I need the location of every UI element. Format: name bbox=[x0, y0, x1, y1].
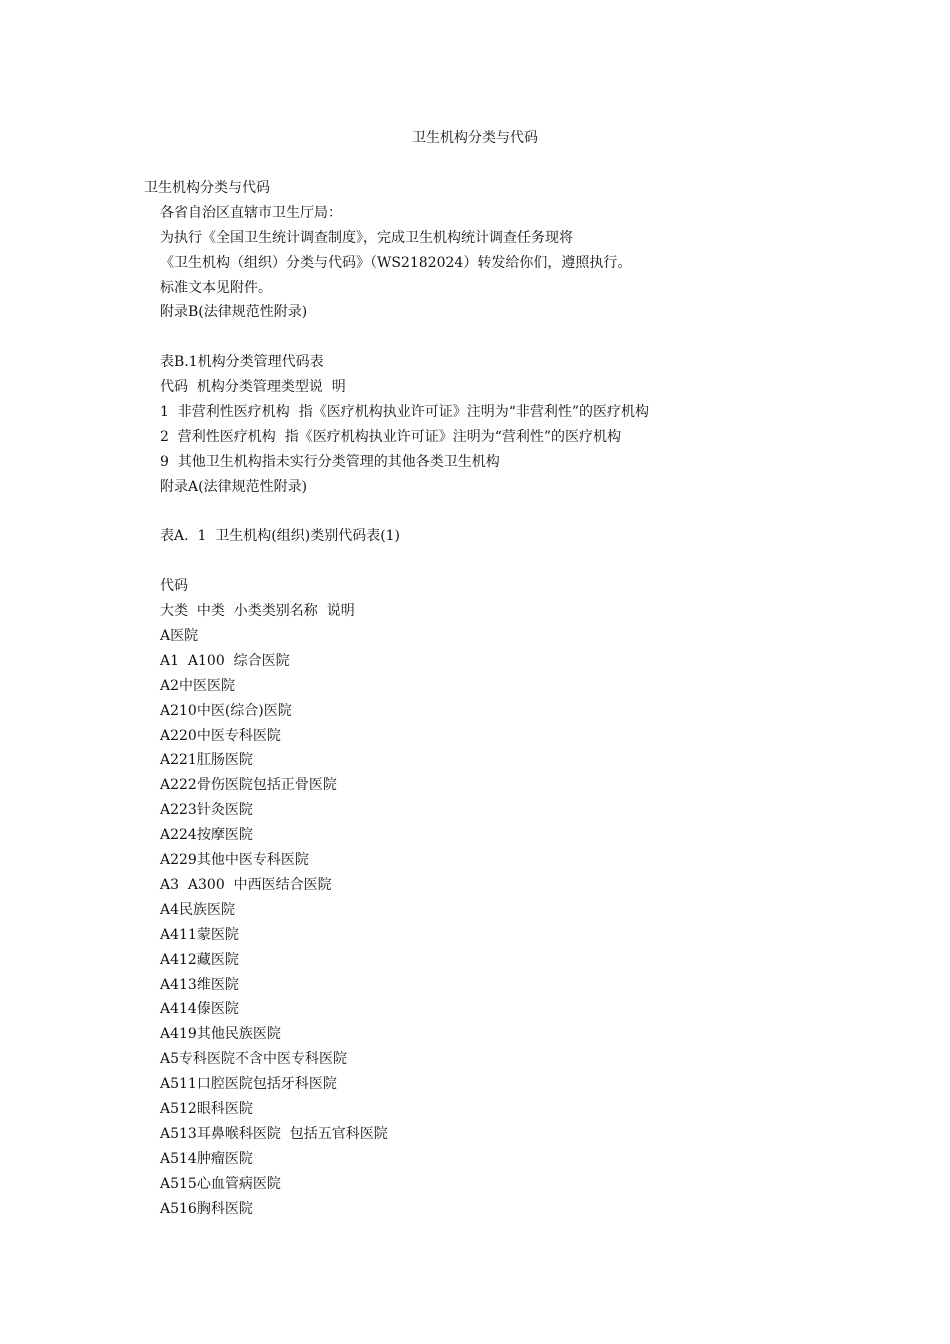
table-a1-row: A515心血管病医院 bbox=[160, 1175, 281, 1192]
table-b1-row: 1 非营利性医疗机构 指《医疗机构执业许可证》注明为“非营利性”的医疗机构 bbox=[160, 404, 650, 421]
table-a1-row: A514肿瘤医院 bbox=[160, 1150, 253, 1167]
spacer bbox=[144, 549, 844, 574]
table-a1-row: A222骨伤医院包括正骨医院 bbox=[160, 777, 337, 794]
appendix-a-title: 附录A(法律规范性附录) bbox=[160, 478, 308, 495]
spacer bbox=[144, 325, 844, 350]
table-a1-row: A医院 bbox=[160, 628, 199, 645]
table-a1-row: A516胸科医院 bbox=[160, 1200, 253, 1217]
table-a1-row: A210中医(综合)医院 bbox=[160, 702, 292, 719]
intro-line: 标准文本见附件。 bbox=[160, 279, 272, 296]
appendix-b-title: 附录B(法律规范性附录) bbox=[160, 304, 308, 321]
table-a1-row: A513耳鼻喉科医院 包括五官科医院 bbox=[160, 1125, 388, 1142]
table-a1-row: A221肛肠医院 bbox=[160, 752, 253, 769]
table-a1-row: A5专科医院不含中医专科医院 bbox=[160, 1051, 348, 1068]
document-body bbox=[144, 176, 844, 1221]
document-heading: 卫生机构分类与代码 bbox=[144, 180, 270, 196]
table-b1-header: 代码 机构分类管理类型说 明 bbox=[160, 379, 346, 396]
addressee: 各省自治区直辖市卫生厅局： bbox=[160, 204, 342, 221]
table-b1-title: 表B.1机构分类管理代码表 bbox=[160, 354, 324, 371]
table-a1-title: 表A. 1 卫生机构(组织)类别代码表(1) bbox=[160, 528, 401, 545]
table-a1-row: A414傣医院 bbox=[160, 1001, 239, 1018]
table-b1-row: 9 其他卫生机构指未实行分类管理的其他各类卫生机构 bbox=[160, 453, 500, 470]
intro-line: 为执行《全国卫生统计调查制度》，完成卫生机构统计调查任务现将 bbox=[160, 229, 573, 246]
table-a1-row: A223针灸医院 bbox=[160, 802, 253, 819]
table-a1-row: A1 A100 综合医院 bbox=[160, 652, 290, 669]
table-a1-row: A419其他民族医院 bbox=[160, 1026, 281, 1043]
table-a1-row: A220中医专科医院 bbox=[160, 727, 281, 744]
table-a1-row: A229其他中医专科医院 bbox=[160, 852, 309, 869]
table-a1-row: A412藏医院 bbox=[160, 951, 239, 968]
table-a1-header: 代码 bbox=[160, 578, 188, 595]
table-a1-row: A4民族医院 bbox=[160, 901, 236, 918]
table-a1-row: A3 A300 中西医结合医院 bbox=[160, 876, 332, 893]
document-title: 卫生机构分类与代码 bbox=[412, 130, 538, 146]
table-a1-header: 大类 中类 小类类别名称 说明 bbox=[160, 603, 355, 620]
table-a1-row: A224按摩医院 bbox=[160, 827, 253, 844]
table-a1-row: A2中医医院 bbox=[160, 677, 236, 694]
table-a1-rows bbox=[144, 624, 844, 1221]
intro-line: 《卫生机构（组织）分类与代码》（WS2182024）转发给你们，遵照执行。 bbox=[160, 254, 632, 271]
spacer bbox=[144, 500, 844, 525]
table-a1-row: A511口腔医院包括牙科医院 bbox=[160, 1076, 337, 1093]
table-b1-row: 2 营利性医疗机构 指《医疗机构执业许可证》注明为“营利性”的医疗机构 bbox=[160, 428, 622, 445]
table-a1-row: A413维医院 bbox=[160, 976, 239, 993]
table-a1-row: A512眼科医院 bbox=[160, 1100, 253, 1117]
table-a1-row: A411蒙医院 bbox=[160, 926, 239, 943]
